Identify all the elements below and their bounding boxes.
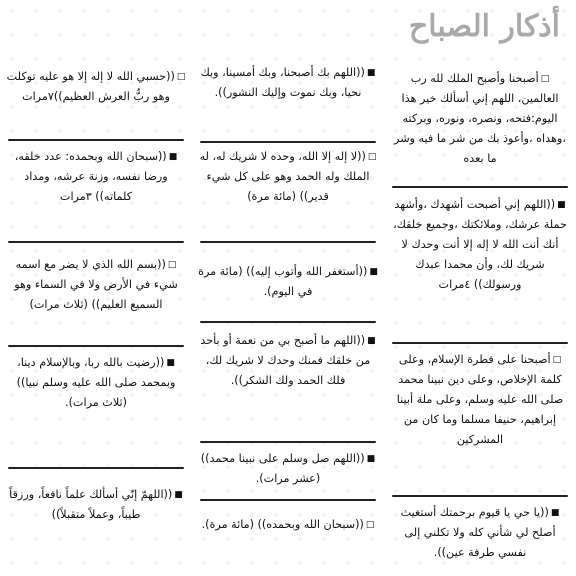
dhikr-text: ((سبحان الله وبحمده)) (مائة مرة). [201, 518, 364, 531]
divider [392, 186, 568, 188]
square-bullet-icon: □ [365, 520, 375, 530]
column-middle [192, 55, 384, 576]
square-bullet-icon: ■ [550, 508, 560, 518]
dhikr-text: أصبحنا وأصبح الملك لله رب العالمين، اللهم إني أسألك خير هذا اليوم:فتحه، ونصره، ونوره، وبركته ،وهداه ،وأعوذ بك من شر ما فيه وشر ما بعده [394, 72, 566, 165]
divider [200, 441, 376, 443]
square-bullet-icon: ■ [557, 200, 566, 210]
dhikr-entry [390, 350, 570, 450]
dhikr-text: ((اللهمّ إنّي أسألك علماً نافعاً، ورزقاً طيباً، وعملاً متقبلاً)) [9, 488, 173, 521]
dhikr-text: أصبحنا على فطرة الإسلام، وعلى كلمة الإخلاص، وعلى دين نبينا محمد صلى الله عليه وسلم، وعلى ملة أبينا إبراهيم، حنيفا مسلما وما كان من المشركين [396, 353, 564, 446]
dhikr-entry [198, 449, 378, 489]
dhikr-entry [6, 353, 186, 413]
dhikr-entry [6, 485, 186, 525]
dhikr-entry [390, 195, 570, 295]
divider [200, 141, 376, 143]
dhikr-text: ((اللهم إني أصبحت أشهدك ،وأشهد حملة عرشك، وملائكتك ،وجميع خلقك، أنك أنت الله لا إله إلا أنت وحدك لا شريك لك، وأن محمدا عبدك ورسولك)) ٤مرات [393, 198, 567, 291]
dhikr-text: ((أستغفر الله وأتوب إليه)) (مائة مرة في اليوم). [198, 265, 368, 298]
dhikr-text: ((اللهم صل وسلم على نبينا محمد)) (عشر مرات). [200, 452, 365, 485]
divider [8, 241, 184, 243]
dhikr-entry [198, 63, 378, 103]
square-bullet-icon: □ [176, 72, 186, 82]
square-bullet-icon: ■ [366, 68, 376, 78]
square-bullet-icon: □ [552, 355, 562, 365]
dhikr-entry [198, 331, 378, 391]
dhikr-entry [6, 147, 186, 207]
columns-container [0, 55, 576, 576]
dhikr-text: ((بسم الله الذي لا يضر مع اسمه شيء في الأرض ولا في السماء وهو السميع العليم)) (ثلاث مرات) [14, 258, 178, 311]
dhikr-text: ((رضيت بالله ربا، وبالإسلام دينا، وبمحمد صلى الله عليه وسلم نبيا)) (ثلاث مرات). [16, 356, 176, 409]
divider [392, 495, 568, 497]
dhikr-text: ((حسبي الله لا إله إلا هو عليه توكلت وهو ربُّ العرش العظيم))٧مرات [6, 70, 175, 103]
square-bullet-icon: □ [167, 260, 177, 270]
square-bullet-icon: ■ [174, 490, 183, 500]
dhikr-text: ((سبحان الله وبحمده: عدد خلقه، ورضا نفسه، وزنة عرشه، ومداد كلماته)) ٣مرات [14, 150, 168, 203]
dhikr-entry [390, 503, 570, 563]
dhikr-text: ((يا حي يا قيوم برحمتك أستغيث أصلح لي شأني كله ولا تكلني إلى نفسي طرفة عين)). [400, 506, 556, 559]
square-bullet-icon: ■ [367, 336, 376, 346]
dhikr-entry [390, 69, 570, 169]
square-bullet-icon: ■ [168, 152, 178, 162]
square-bullet-icon: ■ [369, 267, 378, 277]
dhikr-text: ((اللهم ما أصبح بي من نعمة أو بأحد من خلقك فمنك وحدك لا شريك لك، فلك الحمد ولك الشكر)). [200, 334, 371, 387]
divider [200, 499, 376, 501]
column-left [0, 55, 192, 576]
dhikr-entry [6, 255, 186, 315]
dhikr-entry [198, 147, 378, 207]
dhikr-text: ((لا إله إلا الله، وحده لا شريك له، له الملك وله الحمد وهو على كل شيء قدير)) (مائة مرة) [199, 150, 370, 203]
divider [200, 321, 376, 323]
dhikr-text: ((اللهم بك أصبحنا، وبك أمسينا، وبك نحيا، وبك نموت وإليك النشور)). [200, 66, 365, 99]
dhikr-entry [198, 262, 378, 302]
divider [200, 241, 376, 243]
divider [392, 342, 568, 344]
page-title: أذكار الصباح [408, 9, 560, 44]
square-bullet-icon: □ [540, 74, 550, 84]
divider [8, 139, 184, 141]
column-right [384, 55, 576, 576]
dhikr-entry [198, 515, 378, 535]
divider [8, 345, 184, 347]
divider [8, 467, 184, 469]
square-bullet-icon: ■ [366, 454, 376, 464]
square-bullet-icon: □ [367, 152, 377, 162]
dhikr-entry [6, 67, 186, 107]
square-bullet-icon: ■ [166, 358, 175, 368]
